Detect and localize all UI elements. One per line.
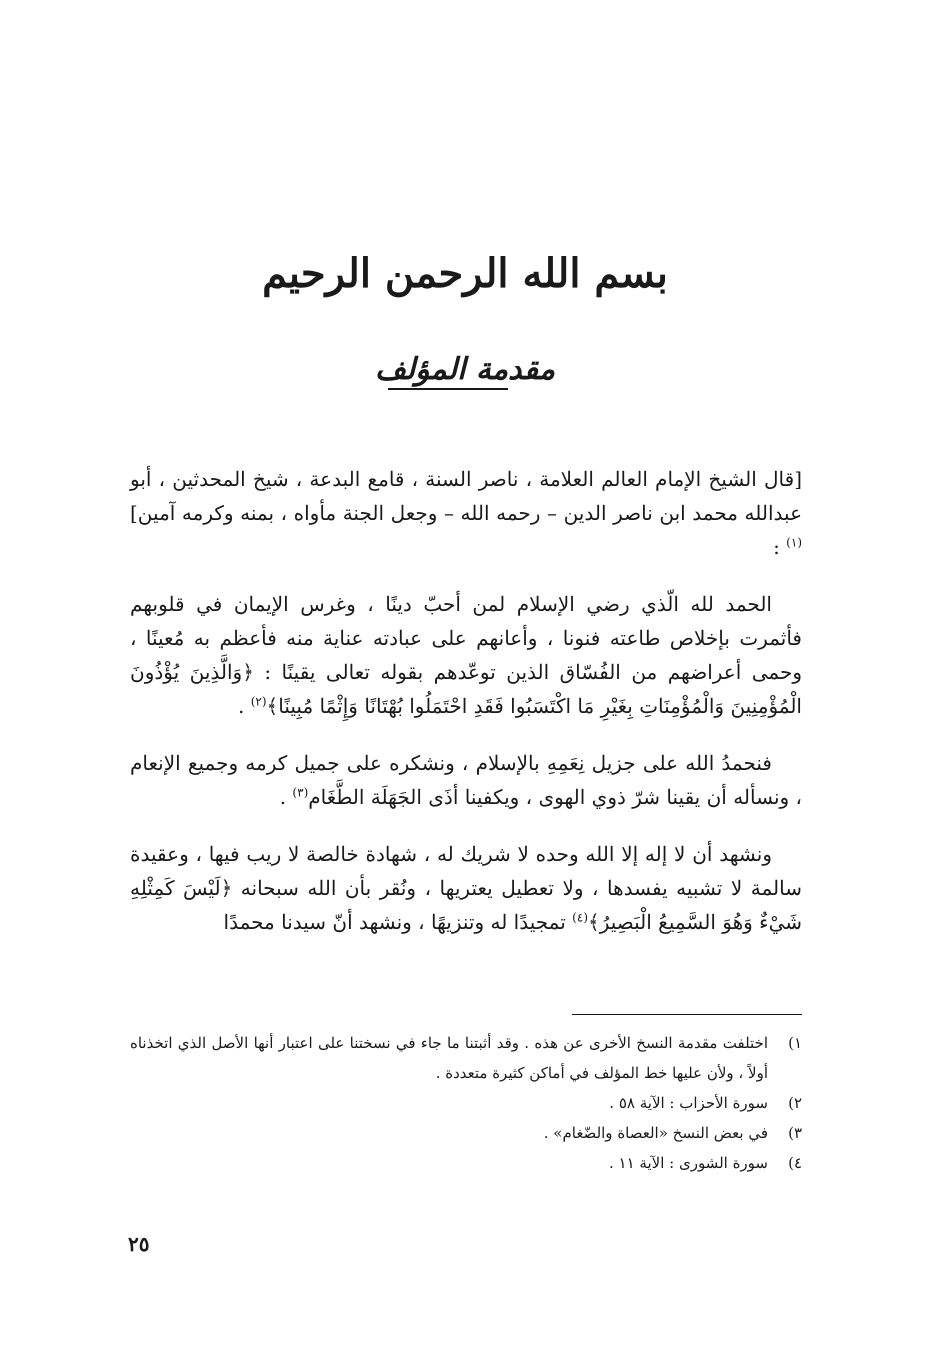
paragraph: [قال الشيخ الإمام العالم العلامة ، ناصر السنة ، قامع البدعة ، شيخ المحدثين ، أبو عبدالله محمد ابن ناصر الدين – رحمه الله – وجعل الجنة مأواه ، بمنه وكرمه آمين]$^{(١)}$ : xyxy=(130,467,803,559)
basmala-calligraphy xyxy=(0,250,930,297)
paragraph: الحمد لله الّذي رضي الإسلام لمن أحبّ دينًا ، وغرس الإيمان في قلوبهم فأثمرت بإخلاص طاعته فنونا ، وأعانهم على عبادته عناية منه فأعظم به مُعينًا ، وحمى أعراضهم من الفُسّاق الذين توعّدهم بقوله تعالى يقينًا : ﴿وَالَّذِينَ يُؤْذُونَ الْمُؤْمِنِينَ وَالْمُؤْمِنَاتِ بِغَيْرِ مَا اكْتَسَبُوا فَقَدِ احْتَمَلُوا بُهْتَانًا وَإِثْمًا مُبِينًا﴾$^{(٢)}$ . xyxy=(130,592,802,718)
footnote-ref: (٣) xyxy=(292,785,309,800)
footnote-number: ١) xyxy=(788,1034,802,1052)
footnote xyxy=(130,1088,802,1118)
footnote-text: سورة الشورى : الآية ١١ . xyxy=(608,1154,768,1172)
main-text xyxy=(130,462,802,962)
paragraph: ونشهد أن لا إله إلا الله وحده لا شريك له ، شهادة خالصة لا ريب فيها ، وعقيدة سالمة لا تشبيه يفسدها ، ولا تعطيل يعتريها ، ونُقر بأن الله سبحانه ﴿لَيْسَ كَمِثْلِهِ شَيْءٌ وَهُوَ السَّمِيعُ الْبَصِيرُ﴾$^{(٤)}$ تمجيدًا له وتنزيهًا ، ونشهد أنّ سيدنا محمدًا xyxy=(130,842,802,934)
section-heading-text: مقدمة المؤلف xyxy=(374,352,556,387)
section-heading xyxy=(0,352,930,387)
footnote-ref: (٢) xyxy=(250,694,267,709)
footnote-number: ٣) xyxy=(788,1124,802,1142)
footnote-ref: (٤) xyxy=(572,910,588,925)
heading-underline xyxy=(388,388,508,390)
page-number: ٢٥ xyxy=(128,1232,150,1256)
footnote-separator xyxy=(572,1014,802,1015)
footnote-text: سورة الأحزاب : الآية ٥٨ . xyxy=(609,1094,768,1112)
footnote xyxy=(130,1028,802,1088)
basmala-text: بسم الله الرحمن الرحيم xyxy=(262,250,668,297)
paragraph: فنحمدُ الله على جزيل نِعَمِهِ بالإسلام ، ونشكره على جميل كرمه وجميع الإنعام ، ونسأله أن يقينا شرّ ذوي الهوى ، ويكفينا أذَى الجَهَلَة الطَّغَام$^{(٣)}$ . xyxy=(130,751,802,809)
footnote-text: في بعض النسخ «العصاة والضّغام» . xyxy=(543,1124,768,1142)
footnote xyxy=(130,1148,802,1178)
footnote-number: ٤) xyxy=(788,1154,802,1172)
footnote xyxy=(130,1118,802,1148)
footnotes xyxy=(130,1028,802,1178)
footnote-text: اختلفت مقدمة النسخ الأخرى عن هذه . وقد أثبتنا ما جاء في نسختنا على اعتبار أنها الأصل الذي اتخذناه أولاً ، ولأن عليها خط المؤلف في أماكن كثيرة متعددة . xyxy=(130,1034,768,1082)
footnote-ref: (١) xyxy=(786,535,802,550)
footnote-number: ٢) xyxy=(788,1094,802,1112)
